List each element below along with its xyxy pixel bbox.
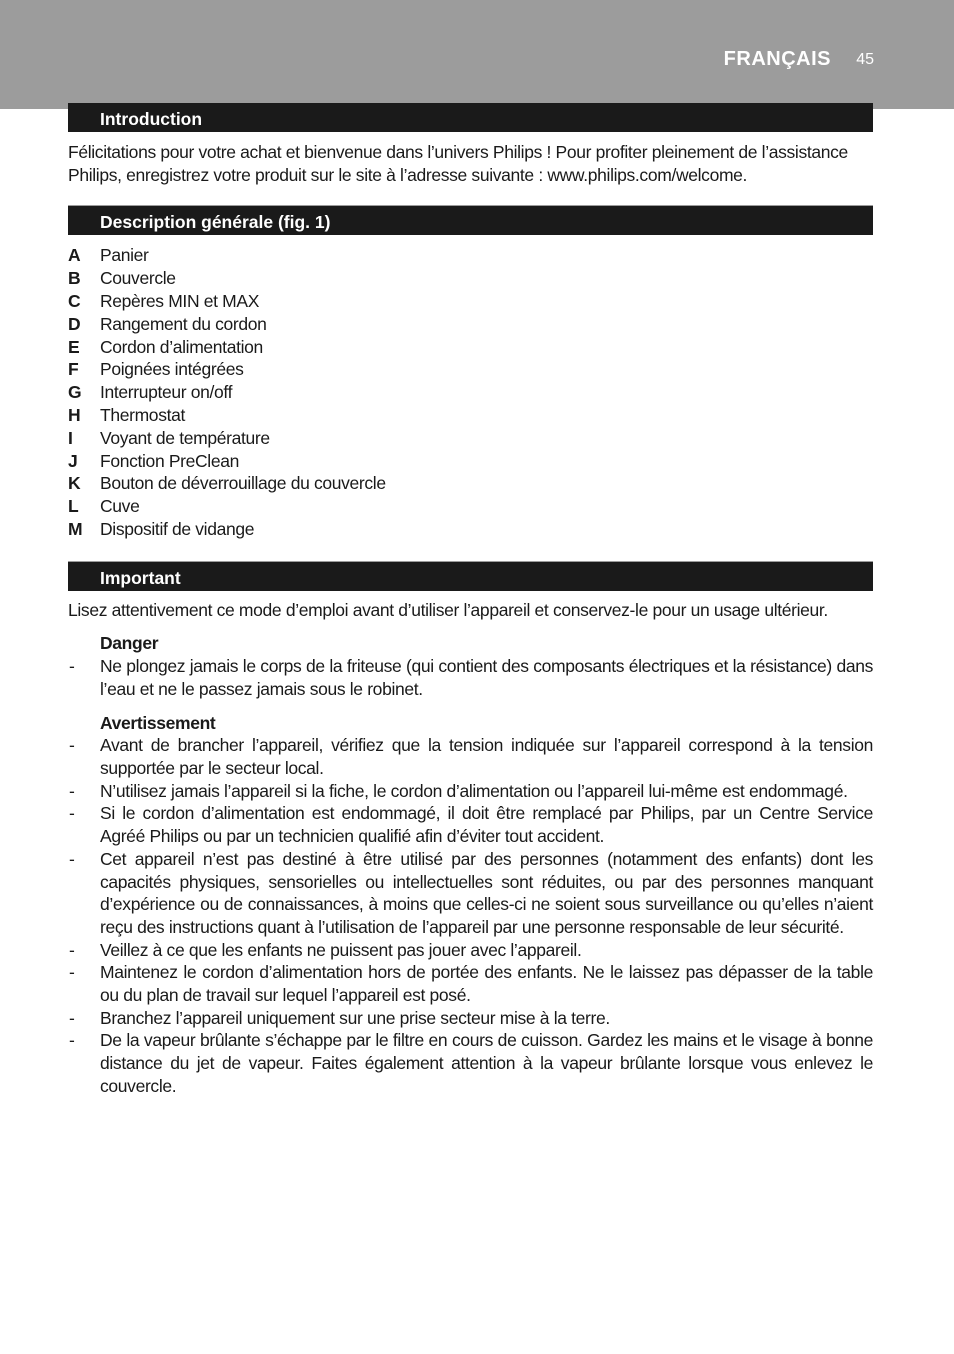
part-label: Cuve	[100, 496, 140, 517]
parts-list	[68, 244, 873, 540]
list-item-text: Si le cordon d’alimentation est endommagé, il doit être remplacé par Philips, par un Centre Service Agréé Philips ou par un technicien qualifié afin d’éviter tout accident.	[100, 803, 873, 847]
part-label: Panier	[100, 245, 149, 266]
part-label: Bouton de déverrouillage du couvercle	[100, 473, 386, 494]
list-item-text: Avant de brancher l’appareil, vérifiez que la tension indiquée sur l’appareil correspond à la tension supportée par le secteur local.	[100, 735, 873, 778]
part-label: Poignées intégrées	[100, 359, 244, 380]
page-number: 45	[856, 51, 874, 68]
language-label: FRANÇAIS	[723, 48, 831, 70]
list-item	[68, 780, 873, 803]
part-letter: L	[68, 496, 79, 517]
danger-title: Danger	[100, 633, 159, 654]
bullet-dash: -	[69, 735, 75, 756]
page-content	[68, 102, 873, 1098]
part-letter: F	[68, 359, 79, 380]
warning-list	[68, 734, 873, 1097]
list-item	[68, 961, 873, 1006]
part-label: Thermostat	[100, 404, 185, 425]
part-letter: M	[68, 518, 83, 539]
list-item-text: Maintenez le cordon d’alimentation hors de portée des enfants. Ne le laissez pas dépasser de la table ou du plan de travail sur lequel l’appareil est posé.	[100, 962, 873, 1006]
bullet-dash: -	[69, 656, 75, 677]
list-item-text: De la vapeur brûlante s’échappe par le filtre en cours de cuisson. Gardez les mains et le visage à bonne distance du jet de vapeur. Faites également attention à la vapeur brûlante lorsque vous enlevez le couvercle.	[100, 1030, 873, 1096]
part-label: Interrupteur on/off	[100, 382, 233, 403]
warning-title: Avertissement	[100, 712, 216, 733]
part-item	[68, 313, 873, 336]
part-letter: D	[68, 313, 81, 334]
part-item	[68, 358, 873, 381]
part-item	[68, 244, 873, 267]
part-label: Repères MIN et MAX	[100, 291, 260, 311]
part-letter: C	[68, 291, 81, 311]
section-heading-important: Important	[68, 561, 873, 591]
part-label: Dispositif de vidange	[100, 518, 255, 539]
bullet-dash: -	[69, 803, 75, 824]
part-letter: B	[68, 268, 81, 289]
part-item	[68, 518, 873, 541]
part-label: Cordon d’alimentation	[100, 336, 263, 357]
part-letter: H	[68, 404, 81, 425]
list-item-text: Branchez l’appareil uniquement sur une prise secteur mise à la terre.	[100, 1007, 610, 1028]
bullet-dash: -	[69, 962, 75, 983]
list-item	[68, 848, 873, 939]
bullet-dash: -	[69, 1007, 75, 1028]
list-item	[68, 1007, 873, 1030]
part-item	[68, 290, 873, 313]
part-label: Couvercle	[100, 268, 176, 289]
page-header-bar	[0, 0, 954, 109]
part-item	[68, 267, 873, 290]
bullet-dash: -	[69, 848, 75, 869]
bullet-dash: -	[69, 780, 75, 801]
list-item	[68, 1029, 873, 1097]
part-item	[68, 427, 873, 450]
part-letter: K	[68, 473, 81, 494]
list-item-text: N’utilisez jamais l’appareil si la fiche, le cordon d’alimentation ou l’appareil lui-même est endommagé.	[100, 780, 848, 801]
list-item	[68, 655, 873, 700]
part-letter: E	[68, 336, 80, 357]
part-label: Rangement du cordon	[100, 313, 267, 334]
list-item-text: Cet appareil n’est pas destiné à être utilisé par des personnes (notamment des enfants) dont les capacités physiques, sensorielles ou intellectuelles sont réduites, ou par des personnes manquant d’expérience ou de connaissances, à moins que celles-ci ne soient sous surveillance ou qu’elles n’aient reçu des instructions quant à l’utilisation de l’appareil par une personne responsable de leur sécurité.	[100, 848, 873, 937]
list-item	[68, 939, 873, 962]
part-letter: A	[68, 245, 81, 266]
important-intro: Lisez attentivement ce mode d’emploi avant d’utiliser l’appareil et conservez-le pour un usage ultérieur.	[68, 599, 828, 620]
bullet-dash: -	[69, 1030, 75, 1051]
part-letter: G	[68, 382, 82, 403]
part-item	[68, 450, 873, 473]
part-item	[68, 404, 873, 427]
list-item	[68, 802, 873, 847]
part-item	[68, 381, 873, 404]
part-label: Voyant de température	[100, 427, 270, 448]
part-item	[68, 495, 873, 518]
danger-list	[68, 655, 873, 700]
introduction-text: Félicitations pour votre achat et bienvenue dans l’univers Philips ! Pour profiter pleinement de l’assistance Philips, enregistrez votre produit sur le site à l’adresse suivante : www.philips.com/welcome.	[68, 142, 848, 185]
part-item	[68, 336, 873, 359]
section-heading-description: Description générale (fig. 1)	[68, 205, 873, 235]
bullet-dash: -	[69, 939, 75, 960]
part-item	[68, 472, 873, 495]
part-letter: I	[68, 427, 73, 448]
part-letter: J	[68, 450, 78, 471]
section-heading-introduction: Introduction	[68, 102, 873, 132]
list-item-text: Ne plongez jamais le corps de la friteuse (qui contient des composants électriques et la résistance) dans l’eau et ne le passez jamais sous le robinet.	[100, 656, 873, 699]
part-label: Fonction PreClean	[100, 450, 239, 471]
list-item-text: Veillez à ce que les enfants ne puissent pas jouer avec l’appareil.	[100, 939, 582, 960]
list-item	[68, 734, 873, 779]
